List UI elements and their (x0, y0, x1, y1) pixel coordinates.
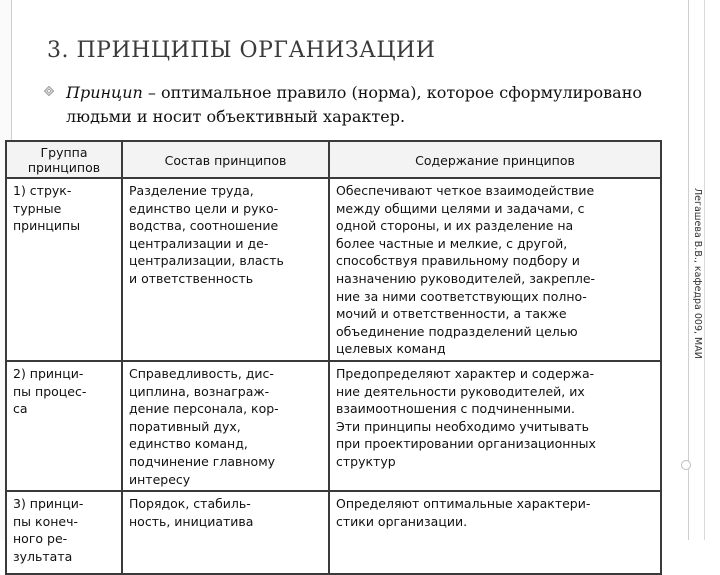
table-row (6, 361, 661, 491)
slide-marker-dot (681, 460, 691, 470)
principles-table (5, 140, 662, 575)
author-note: Легашева В.В., кафедра 009, МАИ (692, 188, 703, 359)
table-cell: 2) принци- пы процес- са (6, 361, 122, 491)
header-group: Группа принципов (6, 141, 122, 178)
table-row (6, 178, 661, 361)
slide-title: 3. ПРИНЦИПЫ ОРГАНИЗАЦИИ (47, 38, 436, 63)
header-content: Содержание принципов (329, 141, 661, 178)
table-cell: Справедливость, дис- циплина, вознаграж- дение персонала, кор- поративный дух, единство команд, подчинение главному интересу (122, 361, 329, 491)
table-cell: Порядок, стабиль- ность, инициатива (122, 491, 329, 574)
principle-definition-text: – оптимальное правило (норма), которое сформулировано людьми и носит объективный характер. (66, 83, 642, 126)
table-cell: 1) струк- турные принципы (6, 178, 122, 361)
table-cell: Обеспечивают четкое взаимодействие между общими целями и задачами, с одной стороны, и их разделение на более частные и мелкие, с другой, способствуя правильному подбору и назначению руководителей, закрепле- ние за ними соответствующих полно- мочий и ответственности, а также объединение подразделений целью целевых команд (329, 178, 661, 361)
table-cell: 3) принци- пы конеч- ного ре- зультата (6, 491, 122, 574)
table-cell: Разделение труда, единство цели и руко- водства, соотношение централизации и де- централизации, власть и ответственность (122, 178, 329, 361)
bullet-icon (44, 86, 54, 96)
table-cell: Определяют оптимальные характери- стики организации. (329, 491, 661, 574)
table-cell: Предопределяют характер и содержа- ние деятельности руководителей, их взаимоотношения с подчиненными. Эти принципы необходимо учитывать при проектировании организационных структур (329, 361, 661, 491)
principle-definition (66, 81, 676, 129)
principle-term: Принцип (66, 83, 143, 102)
table-row (6, 491, 661, 574)
header-composition: Состав принципов (122, 141, 329, 178)
table-header-row (6, 141, 661, 178)
